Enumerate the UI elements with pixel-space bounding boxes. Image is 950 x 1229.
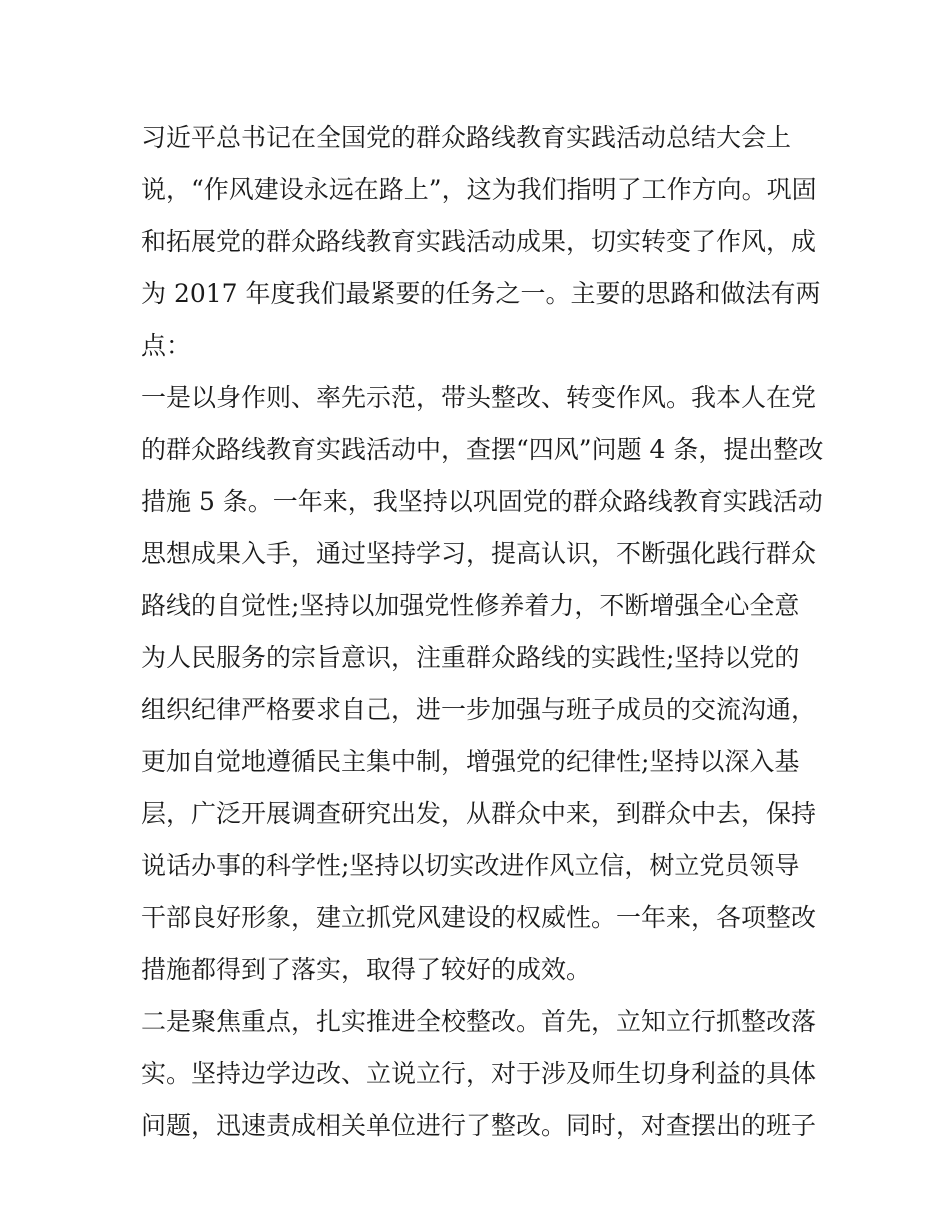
text-line: 习近平总书记在全国党的群众路线教育实践活动总结大会上 — [141, 123, 792, 152]
text-line: 二是聚焦重点，扎实推进全校整改。首先，立知立行抓整改落 — [141, 1007, 817, 1036]
paragraph-3 — [141, 996, 821, 1152]
text-line: 点： — [141, 331, 192, 360]
text-line: 为 2017 年度我们最紧要的任务之一。主要的思路和做法有两 — [141, 279, 821, 308]
text-line: 和拓展党的群众路线教育实践活动成果，切实转变了作风，成 — [141, 227, 817, 256]
document-body — [141, 112, 824, 1152]
text-line: 的群众路线教育实践活动中，查摆“四风”问题 4 条，提出整改 — [141, 435, 824, 464]
text-line: 实。坚持边学边改、立说立行，对于涉及师生切身利益的具体 — [141, 1059, 817, 1088]
text-line: 路线的自觉性;坚持以加强党性修养着力，不断增强全心全意 — [141, 591, 800, 620]
text-line: 说，“作风建设永远在路上”，这为我们指明了工作方向。巩固 — [141, 175, 817, 204]
text-line: 思想成果入手，通过坚持学习，提高认识，不断强化践行群众 — [141, 539, 817, 568]
text-line: 组织纪律严格要求自己，进一步加强与班子成员的交流沟通， — [141, 695, 817, 724]
text-line: 措施 5 条。一年来，我坚持以巩固党的群众路线教育实践活动 — [141, 487, 823, 516]
text-line: 问题，迅速责成相关单位进行了整改。同时，对查摆出的班子 — [141, 1111, 817, 1140]
text-line: 一是以身作则、率先示范，带头整改、转变作风。我本人在党 — [141, 383, 817, 412]
paragraph-1 — [141, 112, 821, 372]
paragraph-2 — [141, 372, 824, 996]
text-line: 干部良好形象，建立抓党风建设的权威性。一年来，各项整改 — [141, 903, 817, 932]
text-line: 更加自觉地遵循民主集中制，增强党的纪律性;坚持以深入基 — [141, 747, 800, 776]
text-line: 说话办事的科学性;坚持以切实改进作风立信，树立党员领导 — [141, 851, 800, 880]
text-line: 层，广泛开展调查研究出发，从群众中来，到群众中去，保持 — [141, 799, 817, 828]
text-line: 为人民服务的宗旨意识，注重群众路线的实践性;坚持以党的 — [141, 643, 800, 672]
text-line: 措施都得到了落实，取得了较好的成效。 — [141, 955, 592, 984]
